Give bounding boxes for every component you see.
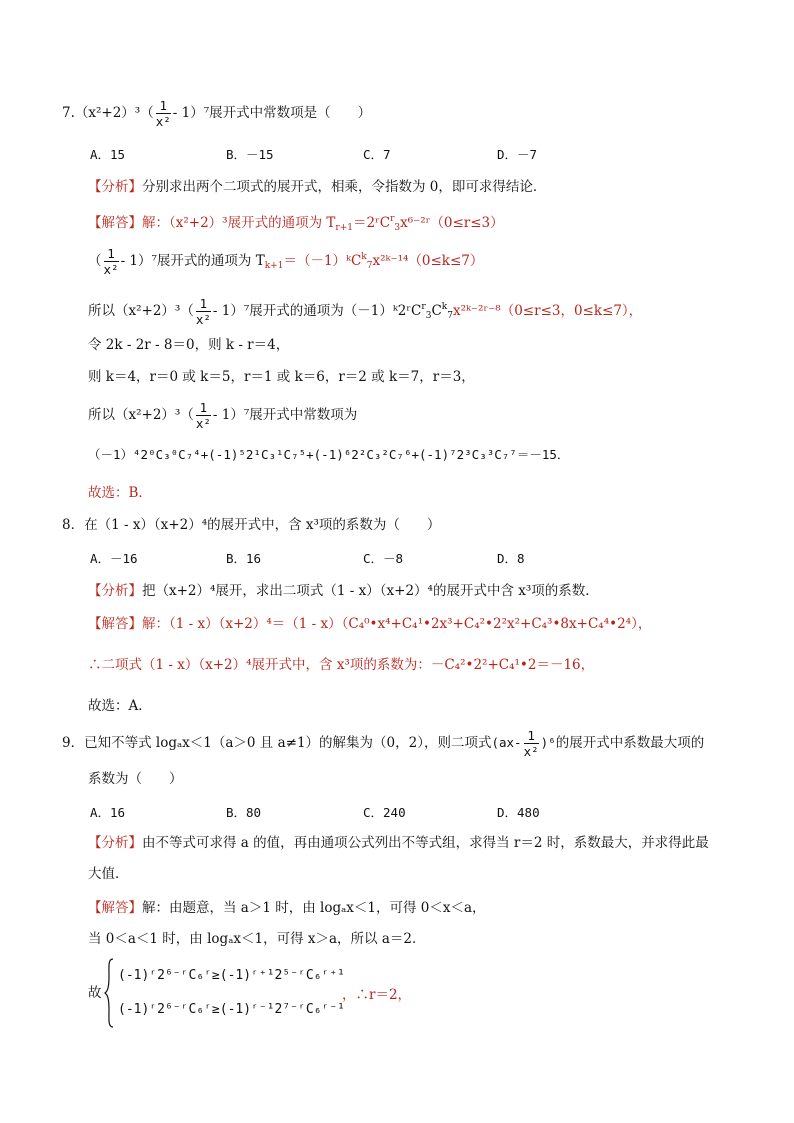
q7-answer-line-1: 【解答】解：（x²+2）³展开式的通项为 $T_{r+1}=2ʳC^r_3x^{6-2}ʳ(0\le r\le 3)$ [88,214,504,233]
q7-answer-tag: 【解答】 [88,215,142,231]
q8-analysis-tag: 【分析】 [88,583,142,599]
q9-analysis-tag: 【分析】 [88,835,142,851]
q7-answer-line-2: （ $\frac{1}{\text{x²}}$ - 1）⁷展开式的通项为 $T_{k+1}=(-1)ᵏC^k_7x^2ᵏ^{-14}(0\le k\le 7)$ [88,246,484,277]
q9-answer-line-2: 当 0＜a＜1 时，由 logₐx＜1，可得 x＞a，所以 a＝2． [88,931,426,947]
q8-option-b: B．16 [226,551,262,566]
question-9-stem: 9．已知不等式 logₐx＜1（a＞0 且 a≠1）的解集为（0，2），则二项式(ax- $\frac{1}{\text{x²}}$ )⁶的展开式中系数最大项的 [62,728,705,759]
q7-answer-line-7: （－1）⁴2⁰C₃⁰C₇⁴+(-1)⁵2¹C₃¹C₇⁵+(-1)⁶2²C₃²C₇⁶+(-1)⁷2³C₃³C₇⁷＝－15． [88,447,570,462]
q7-answer-line-4: 令 2k - 2r - 8＝0，则 k - r＝4， [88,337,290,353]
q9-answer-tag: 【解答】 [88,900,142,916]
q7-l2-fraction: $\frac{1}{\text{x²}}$ [103,246,119,277]
question-7-stem [62,98,371,129]
q7-choice: 故选：B． [88,485,152,501]
q8-answer-line-2: ∴二项式（1 - x）（x+2）⁴展开式中，含 x³项的系数为：－C₄²•2²+C₄¹•2＝－16， [88,657,595,673]
q9-analysis-line-1 [88,834,709,852]
q7-l3-fraction: $\frac{1}{\text{x²}}$ [195,296,211,327]
q9-option-d: D．480 [497,805,540,820]
q9-system-row-1: (-1)ʳ2⁶⁻ʳC₆ʳ≥(-1)ʳ⁺¹2⁵⁻ʳC₆ʳ⁺¹ [118,968,345,983]
q8-answer-tag: 【解答】 [88,616,142,632]
q8-option-d: D．8 [497,551,525,566]
q7-answer-line-3: 所以（x²+2）³（ $\frac{1}{\text{x²}}$ - 1）⁷展开式的通项为$(-1)ᵏ2ʳC^r_3C^k_7x^2ᵏ^{-2}ʳ^{-8}(0\le r\le 3$，0≤k≤7）， [88,296,643,327]
q9-option-a: A．16 [90,805,126,820]
q8-answer-line-1: 【解答】解：（1 - x）（x+2）⁴＝（1 - x）（C₄⁰•x⁴+C₄¹•2x³+C₄²•2²x²+C₄³•8x+C₄⁴•2⁴）， [88,616,652,632]
q7-analysis [88,178,546,196]
q9-option-c: C．240 [363,805,406,820]
q7-option-a: A．15 [90,147,126,162]
q9-stem-fraction: $\frac{1}{\text{x²}}$ [523,728,539,759]
q7-analysis-text: 分别求出两个二项式的展开式，相乘，令指数为 0，即可求得结论． [142,179,547,195]
q7-option-c: C．7 [363,147,391,162]
q8-option-c: C．－8 [363,551,404,566]
q9-system-result: ，∴r＝2， [342,987,412,1003]
q9-system-row-2: (-1)ʳ2⁶⁻ʳC₆ʳ≥(-1)ʳ⁻¹2⁷⁻ʳC₆ʳ⁻¹ [118,1002,345,1017]
q9-answer-line-1: 【解答】解：由题意，当 a＞1 时，由 logₐx＜1，可得 0＜x＜a， [88,900,486,916]
q8-analysis-text: 把（x+2）⁴展开，求出二项式（1 - x）（x+2）⁴的展开式中含 x³项的系数． [142,583,599,599]
question-8-stem: 8．在（1 - x）（x+2）⁴的展开式中，含 x³项的系数为（ ） [62,517,441,533]
q9-stem-line-2: 系数为（ ） [88,771,183,787]
q7-answer-line-5: 则 k＝4，r＝0 或 k＝5，r＝1 或 k＝6，r＝2 或 k＝7，r＝3， [88,369,475,385]
q7-option-b: B．－15 [226,147,274,162]
q7-stem-fraction: $\frac{1}{\text{x²}}$ [155,98,171,129]
q7-stem-text-b: - 1）⁷展开式中常数项是（ ） [172,105,372,121]
q7-stem-text-a: 7.（x²+2）³（ [62,105,154,121]
q7-l6-fraction: $\frac{1}{\text{x²}}$ [195,400,211,431]
left-brace-icon [104,958,114,1028]
q9-analysis-line-2: 大值． [88,866,129,882]
q7-analysis-tag: 【分析】 [88,179,142,195]
q8-analysis [88,582,599,600]
q7-option-d: D．－7 [497,147,538,162]
q8-choice: 故选：A． [88,698,152,714]
q9-system-prefix: 故 [88,985,102,1001]
q9-option-b: B．80 [226,805,262,820]
q9-analysis-text: 由不等式可求得 a 的值，再由通项公式列出不等式组，求得当 r＝2 时，系数最大，并求得此最 [142,835,709,851]
q8-option-a: A．－16 [90,551,138,566]
q7-answer-line-6: 所以（x²+2）³（ $\frac{1}{\text{x²}}$ - 1）⁷展开式中常数项为 [88,400,358,431]
